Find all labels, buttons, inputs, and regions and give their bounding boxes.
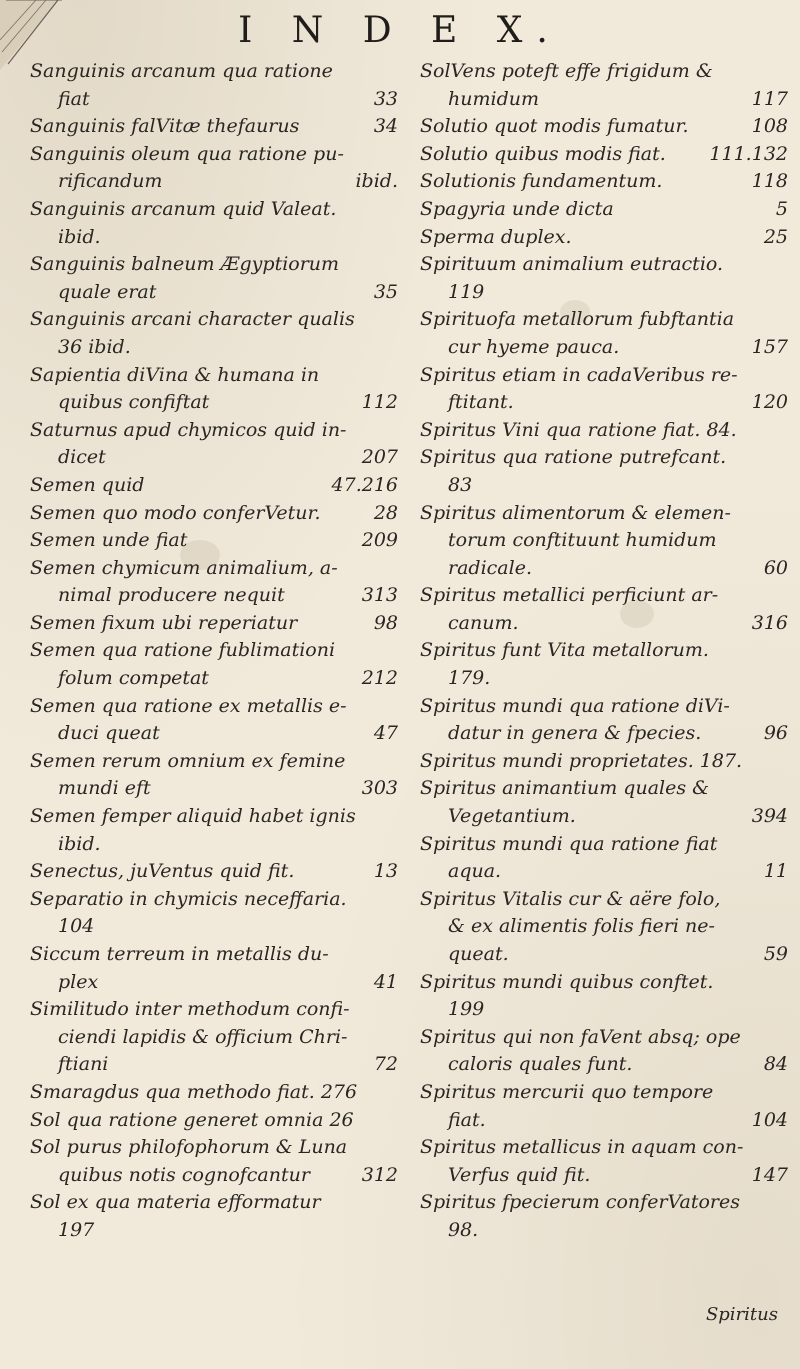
entry-text-continued: 197 <box>58 1218 95 1241</box>
index-entry <box>30 1189 400 1244</box>
index-entry <box>420 1079 790 1134</box>
index-entry <box>420 306 790 361</box>
entry-text-continued: duci queat <box>58 722 160 745</box>
index-entry <box>30 1079 400 1107</box>
entry-text: Spirituum animalium eutractio. <box>420 253 724 276</box>
page-title: I N D E X. <box>238 10 562 51</box>
entry-text-continued: fiat. <box>448 1108 486 1131</box>
entry-text-continued: caloris quales funt. <box>448 1053 633 1076</box>
entry-text-continued: nimal producere nequit <box>58 584 285 607</box>
page-reference: 11 <box>763 860 788 883</box>
entry-text: Sanguinis falVitæ thefaurus <box>30 115 300 138</box>
page-reference: 60 <box>763 556 788 579</box>
entry-text: Sanguinis arcani character qualis <box>30 308 355 331</box>
index-entry <box>420 748 790 776</box>
entry-text: Spiritus mundi quibus conftet. <box>420 970 714 993</box>
index-entry <box>30 1107 400 1135</box>
entry-text: Semen chymicum animalium, a- <box>30 556 338 579</box>
entry-text: Solutio quibus modis fiat. <box>420 142 666 165</box>
entry-text-continued: rificandum <box>58 170 163 193</box>
index-entry <box>30 748 400 803</box>
entry-text-continued: ftiani <box>58 1053 109 1076</box>
index-entry <box>30 886 400 941</box>
entry-text-continued: cur hyeme pauca. <box>448 335 620 358</box>
page-reference: 72 <box>373 1053 398 1076</box>
entry-text: Sanguinis balneum Ægyptiorum <box>30 253 340 276</box>
entry-text: Sol purus philofophorum & Luna <box>30 1136 348 1159</box>
index-entry <box>420 168 790 196</box>
entry-text: Spagyria unde dicta <box>420 197 614 220</box>
entry-text: Smaragdus qua methodo fiat. 276 <box>30 1080 358 1103</box>
entry-text-continued: ibid. <box>58 832 101 855</box>
entry-text-continued: quibus notis cognofcantur <box>58 1163 310 1186</box>
entry-text-continued: canum. <box>448 611 519 634</box>
index-entry <box>30 996 400 1079</box>
page-reference: 47.216 <box>331 473 398 496</box>
index-entry <box>420 582 790 637</box>
index-entry <box>30 637 400 692</box>
index-entry <box>420 500 790 583</box>
page-reference: 33 <box>373 87 398 110</box>
index-entry <box>30 141 400 196</box>
entry-text: Spiritus mercurii quo tempore <box>420 1080 714 1103</box>
index-entry <box>30 417 400 472</box>
page-reference: 59 <box>763 943 788 965</box>
entry-text: Spiritus etiam in cadaVeribus re- <box>420 363 738 386</box>
entry-text-continued: folum competat <box>58 667 209 690</box>
entry-text: Siccum terreum in metallis du- <box>30 943 329 965</box>
entry-text: Senectus, juVentus quid fit. <box>30 860 295 883</box>
entry-text-continued: fiat <box>58 87 90 110</box>
index-entry <box>420 58 790 113</box>
index-entry <box>420 417 790 445</box>
entry-text-continued: & ex alimentis folis fieri ne- <box>448 915 715 938</box>
entry-text-continued: 98. <box>448 1218 479 1241</box>
entry-text: Semen femper aliquid habet ignis <box>30 805 356 828</box>
index-entry <box>420 362 790 417</box>
index-entry <box>30 858 400 886</box>
entry-text: Spiritus mundi qua ratione diVi- <box>420 694 730 717</box>
index-entry <box>30 1134 400 1189</box>
page-reference: 104 <box>751 1108 788 1131</box>
entry-text: Sanguinis arcanum quid Valeat. <box>30 197 337 220</box>
entry-text-continued: torum conftituunt humidum <box>448 529 717 552</box>
page-reference: 28 <box>373 501 398 524</box>
entry-text-continued: ciendi lapidis & officium Chri- <box>58 1025 348 1048</box>
entry-text: Spiritus Vitalis cur & aëre folo, <box>420 887 721 910</box>
entry-text-continued: dicet <box>58 446 106 469</box>
index-entry <box>420 1134 790 1189</box>
page-reference: 147 <box>751 1163 788 1186</box>
entry-text-continued: aqua. <box>448 860 502 883</box>
entry-text: Spiritus animantium quales & <box>420 777 710 800</box>
index-column-left <box>30 58 400 1245</box>
page-reference: ibid. <box>355 170 398 193</box>
index-entry <box>30 555 400 610</box>
entry-text: Sapientia diVina & humana in <box>30 363 320 386</box>
entry-text-continued: 36 ibid. <box>58 335 131 358</box>
entry-text: Spiritus mundi qua ratione fiat <box>420 832 718 855</box>
entry-text-continued: mundi eft <box>58 777 151 800</box>
index-entry <box>420 141 790 169</box>
entry-text: Semen fixum ubi reperiatur <box>30 611 298 634</box>
index-entry <box>420 693 790 748</box>
entry-text-continued: ftitant. <box>448 391 514 414</box>
entry-text: Sol ex qua materia efformatur <box>30 1191 321 1214</box>
page-reference: 394 <box>751 805 788 828</box>
page-reference: 5 <box>775 197 788 220</box>
entry-text-continued: Verfus quid fit. <box>448 1163 591 1186</box>
page-reference: 47 <box>373 722 398 745</box>
entry-text: Spiritus qui non faVent absq; ope <box>420 1025 741 1048</box>
page-reference: 313 <box>361 584 398 607</box>
index-entry <box>30 472 400 500</box>
page-reference: 35 <box>373 280 398 303</box>
page-reference: 212 <box>361 667 398 690</box>
entry-text-continued: quibus confiftat <box>58 391 210 414</box>
entry-text: Semen quid <box>30 473 145 496</box>
index-entry <box>420 886 790 969</box>
index-entry <box>420 1189 790 1244</box>
index-entry <box>420 113 790 141</box>
page-reference: 96 <box>763 722 788 745</box>
entry-text: Saturnus apud chymicos quid in- <box>30 418 347 441</box>
page-reference: 25 <box>763 225 788 248</box>
entry-text: Spiritus Vini qua ratione fiat. 84. <box>420 418 737 441</box>
entry-text: Spiritus funt Vita metallorum. <box>420 639 709 662</box>
index-entry <box>30 527 400 555</box>
index-entry <box>420 831 790 886</box>
index-entry <box>30 693 400 748</box>
entry-text-continued: 119 <box>448 280 485 303</box>
page-reference: 120 <box>751 391 788 414</box>
index-entry <box>30 113 400 141</box>
index-entry <box>420 224 790 252</box>
entry-text-continued: ibid. <box>58 225 101 248</box>
index-entry <box>30 306 400 361</box>
entry-text: Spiritus alimentorum & elemen- <box>420 501 731 524</box>
entry-text: SolVens poteft effe frigidum & <box>420 60 713 82</box>
entry-text-continued: 104 <box>58 915 95 938</box>
entry-text-continued: radicale. <box>448 556 532 579</box>
entry-text: Spiritus metallici perficiunt ar- <box>420 584 719 607</box>
page-reference: 207 <box>361 446 398 469</box>
entry-text-continued: 199 <box>448 998 485 1021</box>
page-reference: 303 <box>361 777 398 800</box>
entry-text: Spirituofa metallorum fubftantia <box>420 308 735 331</box>
page-reference: 112 <box>361 391 398 414</box>
entry-text-continued: datur in genera & fpecies. <box>448 722 702 745</box>
index-entry <box>420 1024 790 1079</box>
page-reference: 34 <box>373 115 398 138</box>
entry-text: Similitudo inter methodum confi- <box>30 998 350 1021</box>
entry-text: Semen unde fiat <box>30 529 188 552</box>
index-entry <box>30 941 400 996</box>
page-reference: 13 <box>373 860 398 883</box>
entry-text: Separatio in chymicis neceffaria. <box>30 887 347 910</box>
entry-text-continued: quale erat <box>58 280 157 303</box>
page-reference: 209 <box>361 529 398 552</box>
entry-text: Spiritus fpecierum conferVatores <box>420 1191 740 1214</box>
page-reference: 312 <box>361 1163 398 1186</box>
index-entry <box>420 251 790 306</box>
entry-text: Spiritus mundi proprietates. 187. <box>420 749 743 772</box>
entry-text: Solutionis fundamentum. <box>420 170 663 193</box>
page-reference: 84 <box>763 1053 788 1076</box>
index-entry <box>30 58 400 113</box>
entry-text: Semen qua ratione fublimationi <box>30 639 336 662</box>
index-entry <box>30 500 400 528</box>
index-entry <box>30 362 400 417</box>
index-entry <box>420 969 790 1024</box>
page-reference: 111.132 <box>709 142 788 165</box>
index-entry <box>420 196 790 224</box>
entry-text-continued: Vegetantium. <box>448 805 576 828</box>
page-reference: 118 <box>751 170 788 193</box>
catchword: Spiritus <box>705 1304 778 1325</box>
index-entry <box>420 444 790 499</box>
entry-text: Semen rerum omnium ex femine <box>30 749 346 772</box>
index-column-right <box>420 58 790 1245</box>
index-entry <box>420 637 790 692</box>
page-reference: 157 <box>751 335 788 358</box>
page-reference: 98 <box>373 611 398 634</box>
entry-text-continued: plex <box>58 970 99 993</box>
entry-text: Solutio quot modis fumatur. <box>420 115 689 138</box>
entry-text: Spiritus metallicus in aquam con- <box>420 1136 744 1159</box>
page-reference: 108 <box>751 115 788 138</box>
entry-text: Sanguinis oleum qua ratione pu- <box>30 142 344 165</box>
index-entry <box>30 196 400 251</box>
page-reference: 316 <box>751 611 788 634</box>
index-entry <box>30 251 400 306</box>
page-reference: 117 <box>751 87 788 110</box>
entry-text-continued: 83 <box>448 473 473 496</box>
index-entry <box>30 803 400 858</box>
entry-text-continued: humidum <box>448 87 539 110</box>
index-entry <box>30 610 400 638</box>
index-entry <box>420 775 790 830</box>
page-reference: 41 <box>373 970 398 993</box>
entry-text-continued: queat. <box>448 943 509 965</box>
entry-text: Sperma duplex. <box>420 225 572 248</box>
entry-text: Semen qua ratione ex metallis e- <box>30 694 347 717</box>
entry-text-continued: 179. <box>448 667 491 690</box>
entry-text: Sanguinis arcanum qua ratione <box>30 60 333 82</box>
entry-text: Semen quo modo conferVetur. <box>30 501 321 524</box>
entry-text: Sol qua ratione generet omnia 26 <box>30 1108 354 1131</box>
entry-text: Spiritus qua ratione putrefcant. <box>420 446 727 469</box>
